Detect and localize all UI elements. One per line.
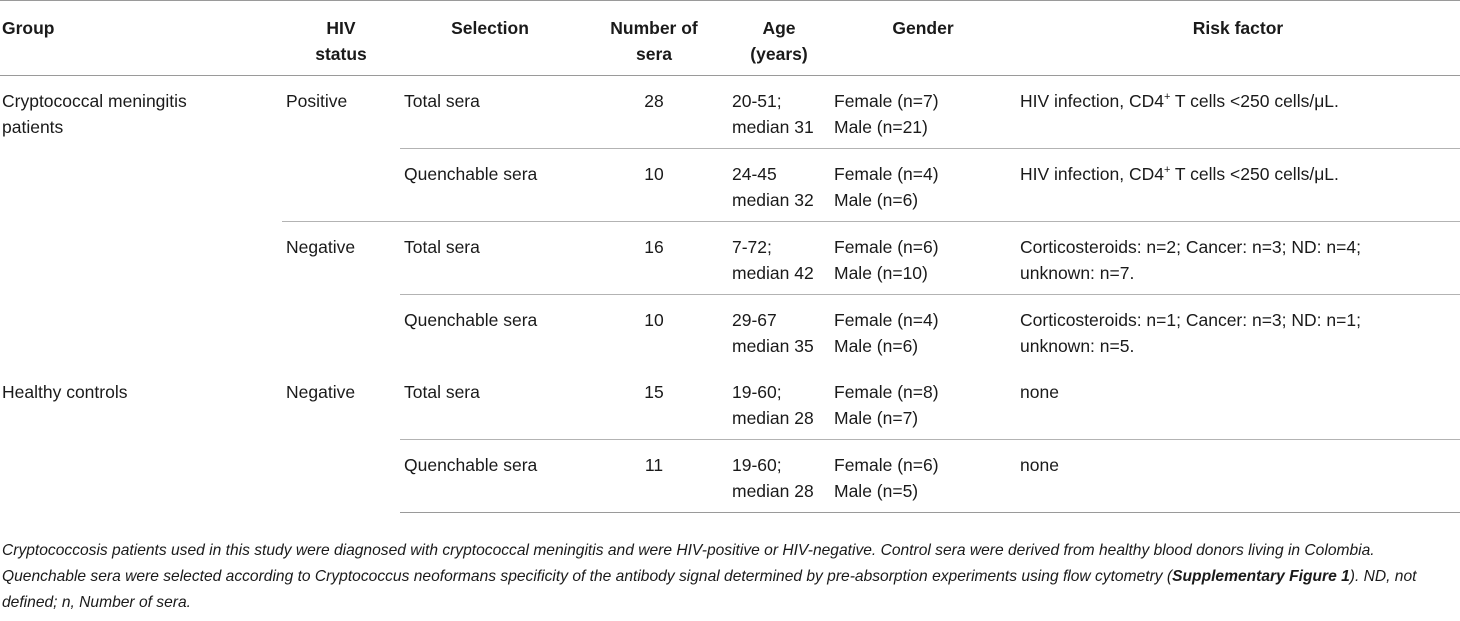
age-cell: 24-45 median 32 (728, 149, 830, 222)
group-cryptococcal-meningitis: Cryptococcal meningitis patients (2, 91, 187, 137)
selection-cell: Quenchable sera (400, 440, 580, 513)
hiv-status-positive: Positive (286, 91, 348, 111)
risk-cell: none (1016, 440, 1460, 513)
number-cell: 28 (644, 91, 664, 111)
age-cell: 19-60; median 28 (732, 382, 814, 428)
number-cell: 11 (580, 440, 728, 513)
selection-cell: Quenchable sera (400, 295, 580, 368)
risk-cell: Corticosteroids: n=2; Cancer: n=3; ND: n=4; unknown: n=7. (1016, 222, 1460, 295)
risk-cell: none (1020, 382, 1059, 402)
header-number-of-sera: Number of sera (580, 1, 728, 76)
gender-cell: Female (n=6) Male (n=10) (830, 222, 1016, 295)
age-cell: 20-51; median 31 (732, 91, 814, 137)
table-row (0, 76, 1460, 149)
header-row (0, 1, 1460, 76)
gender-cell: Female (n=6) Male (n=5) (830, 440, 1016, 513)
header-gender: Gender (830, 1, 1016, 76)
number-cell: 10 (580, 295, 728, 368)
number-cell: 15 (644, 382, 664, 402)
selection-cell: Total sera (404, 91, 480, 111)
hiv-status-negative: Negative (286, 382, 356, 402)
hiv-status-negative: Negative (282, 222, 400, 368)
header-selection: Selection (400, 1, 580, 76)
header-hiv-status: HIV status (282, 1, 400, 76)
risk-cell: Corticosteroids: n=1; Cancer: n=3; ND: n=1; unknown: n=5. (1016, 295, 1460, 368)
selection-cell: Total sera (404, 382, 480, 402)
header-risk-factor: Risk factor (1016, 1, 1460, 76)
table-footnote: Cryptococcosis patients used in this study were diagnosed with cryptococcal meningitis and were HIV-positive or HIV-negative. Control sera were derived from healthy blood donors living in Colombia. Quenchable sera were selected according to Cryptococcus neoformans specificity of the antibody signal determined by pre-absorption experiments using flow cytometry (Supplementary Figure 1). ND, not defined; n, Number of sera. (2, 542, 1417, 611)
gender-cell: Female (n=4) Male (n=6) (830, 149, 1016, 222)
age-cell: 7-72; median 42 (728, 222, 830, 295)
number-cell: 16 (580, 222, 728, 295)
risk-cell: HIV infection, CD4+ T cells <250 cells/μL. (1020, 91, 1339, 111)
selection-cell: Total sera (400, 222, 580, 295)
header-age: Age (years) (728, 1, 830, 76)
table-row (0, 367, 1460, 440)
gender-cell: Female (n=7) Male (n=21) (834, 91, 939, 137)
header-group: Group (0, 1, 282, 76)
selection-cell: Quenchable sera (400, 149, 580, 222)
age-cell: 29-67 median 35 (728, 295, 830, 368)
risk-cell: HIV infection, CD4+ T cells <250 cells/μL. (1016, 149, 1460, 222)
number-cell: 10 (580, 149, 728, 222)
group-healthy-controls: Healthy controls (2, 382, 128, 402)
age-cell: 19-60; median 28 (728, 440, 830, 513)
gender-cell: Female (n=8) Male (n=7) (834, 382, 939, 428)
gender-cell: Female (n=4) Male (n=6) (830, 295, 1016, 368)
supplementary-figure-link[interactable]: Supplementary Figure 1 (1172, 568, 1350, 585)
